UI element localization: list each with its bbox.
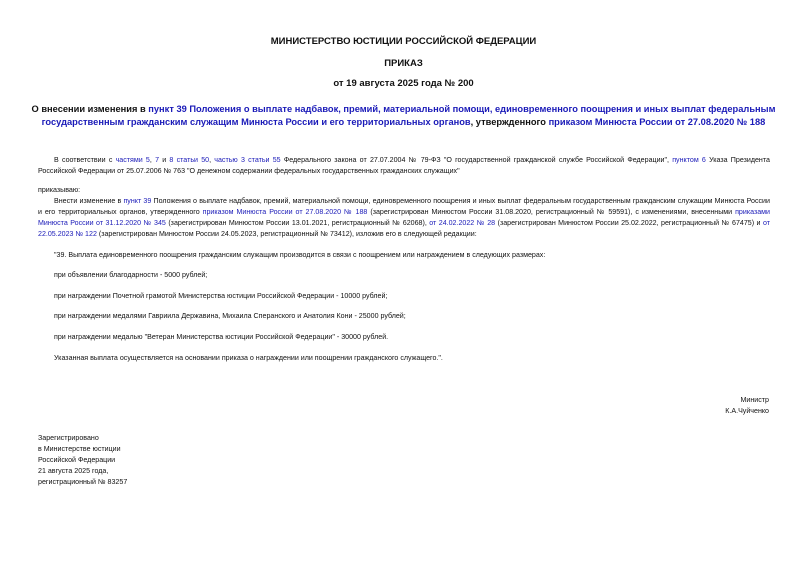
registration-line: Зарегистрировано <box>38 434 99 442</box>
order-title <box>30 103 777 128</box>
link-article-50[interactable]: 8 статьи 50 <box>169 156 210 164</box>
quote-item-honor-certificate: при награждении Почетной грамотой Министерства юстиции Российской Федерации - 10000 рублей; <box>54 292 388 300</box>
link-article-55[interactable]: частью 3 статьи 55 <box>214 156 281 164</box>
body-paragraph <box>38 196 770 240</box>
body-text: Положения о выплате надбавок, премий, материальной помощи, единовременного поощрения и иных выплат федеральным государственным гражданским служащим Минюста России и его территориальных органов, утвержденного <box>38 197 770 216</box>
registration-line: в Министерстве юстиции <box>38 445 121 453</box>
title-link-regulation[interactable]: пункт 39 Положения о выплате надбавок, премий, материальной помощи, единовременного поощрения и иных выплат федеральным государственным гражданским служащим Минюста России и его территориальных органов <box>41 104 776 127</box>
quote-item-gratitude: при объявлении благодарности - 5000 рублей; <box>54 271 208 279</box>
order-word: приказываю: <box>38 186 81 194</box>
quote-closing: Указанная выплата осуществляется на основании приказа о награждении или поощрении гражданского служащего.". <box>54 354 443 362</box>
quote-paragraph-39: "39. Выплата единовременного поощрения гражданским служащим производится в связи с поощрением или награждением в следующих размерах: <box>54 251 546 259</box>
link-point-39[interactable]: пункт 39 <box>123 197 152 205</box>
link-order-188[interactable]: приказом Минюста России от 27.08.2020 № 188 <box>202 208 368 216</box>
quote-item-medals: при награждении медалями Гавриила Державина, Михаила Сперанского и Анатолия Кони - 25000 рублей; <box>54 312 406 320</box>
preamble-text: , <box>149 156 156 164</box>
body-text: (зарегистрирован Минюстом России 24.05.2023, регистрационный № 73412), изложив его в следующей редакции: <box>96 230 477 238</box>
link-part-5[interactable]: частями 5 <box>115 156 150 164</box>
preamble-paragraph <box>38 155 770 177</box>
title-text: , утвержденного <box>470 116 549 127</box>
preamble-text: Федерального закона от 27.07.2004 № 79-ФЗ "О государственной гражданской службе Российской Федерации", <box>280 156 673 164</box>
preamble-text: Указа Президента Российской Федерации от 25.07.2006 № 763 "О денежном содержании федеральных государственных гражданских служащих" <box>38 156 770 175</box>
registration-line: 21 августа 2025 года, <box>38 467 109 475</box>
registration-line: Российской Федерации <box>38 456 116 464</box>
link-order-28[interactable]: от 24.02.2022 № 28 <box>429 219 496 227</box>
preamble-text: , <box>209 156 215 164</box>
document-type: ПРИКАЗ <box>384 58 423 69</box>
body-text: (зарегистрирован Минюстом России 31.08.2020, регистрационный № 59591), с изменениями, внесенными <box>367 208 736 216</box>
preamble-text: и <box>159 156 170 164</box>
link-point-6[interactable]: пунктом 6 <box>672 156 706 164</box>
signature-position: Министр <box>740 396 769 404</box>
body-text: (зарегистрирован Минюстом России 25.02.2022, регистрационный № 67475) и <box>495 219 763 227</box>
link-order-122[interactable]: от 22.05.2023 № 122 <box>38 219 771 238</box>
preamble-text: В соответствии с <box>54 156 116 164</box>
title-link-order[interactable]: приказом Минюста России от 27.08.2020 № 188 <box>548 116 766 127</box>
title-text: О внесении изменения в <box>31 104 149 114</box>
order-date-number: от 19 августа 2025 года № 200 <box>333 78 474 89</box>
registration-block <box>38 433 127 488</box>
link-part-7[interactable]: 7 <box>155 156 160 164</box>
ministry-heading: МИНИСТЕРСТВО ЮСТИЦИИ РОССИЙСКОЙ ФЕДЕРАЦИИ <box>270 36 537 47</box>
body-text: Внести изменение в <box>54 197 124 205</box>
link-order-345[interactable]: приказами Минюста России от 31.12.2020 № 345 <box>38 208 771 227</box>
quote-item-veteran-medal: при награждении медалью "Ветеран Министерства юстиции Российской Федерации" - 30000 рублей. <box>54 333 389 341</box>
registration-line: регистрационный № 83257 <box>38 478 128 486</box>
body-text: (зарегистрирован Минюстом России 13.01.2021, регистрационный № 62068), <box>165 219 430 227</box>
signature-name: К.А.Чуйченко <box>725 407 769 415</box>
